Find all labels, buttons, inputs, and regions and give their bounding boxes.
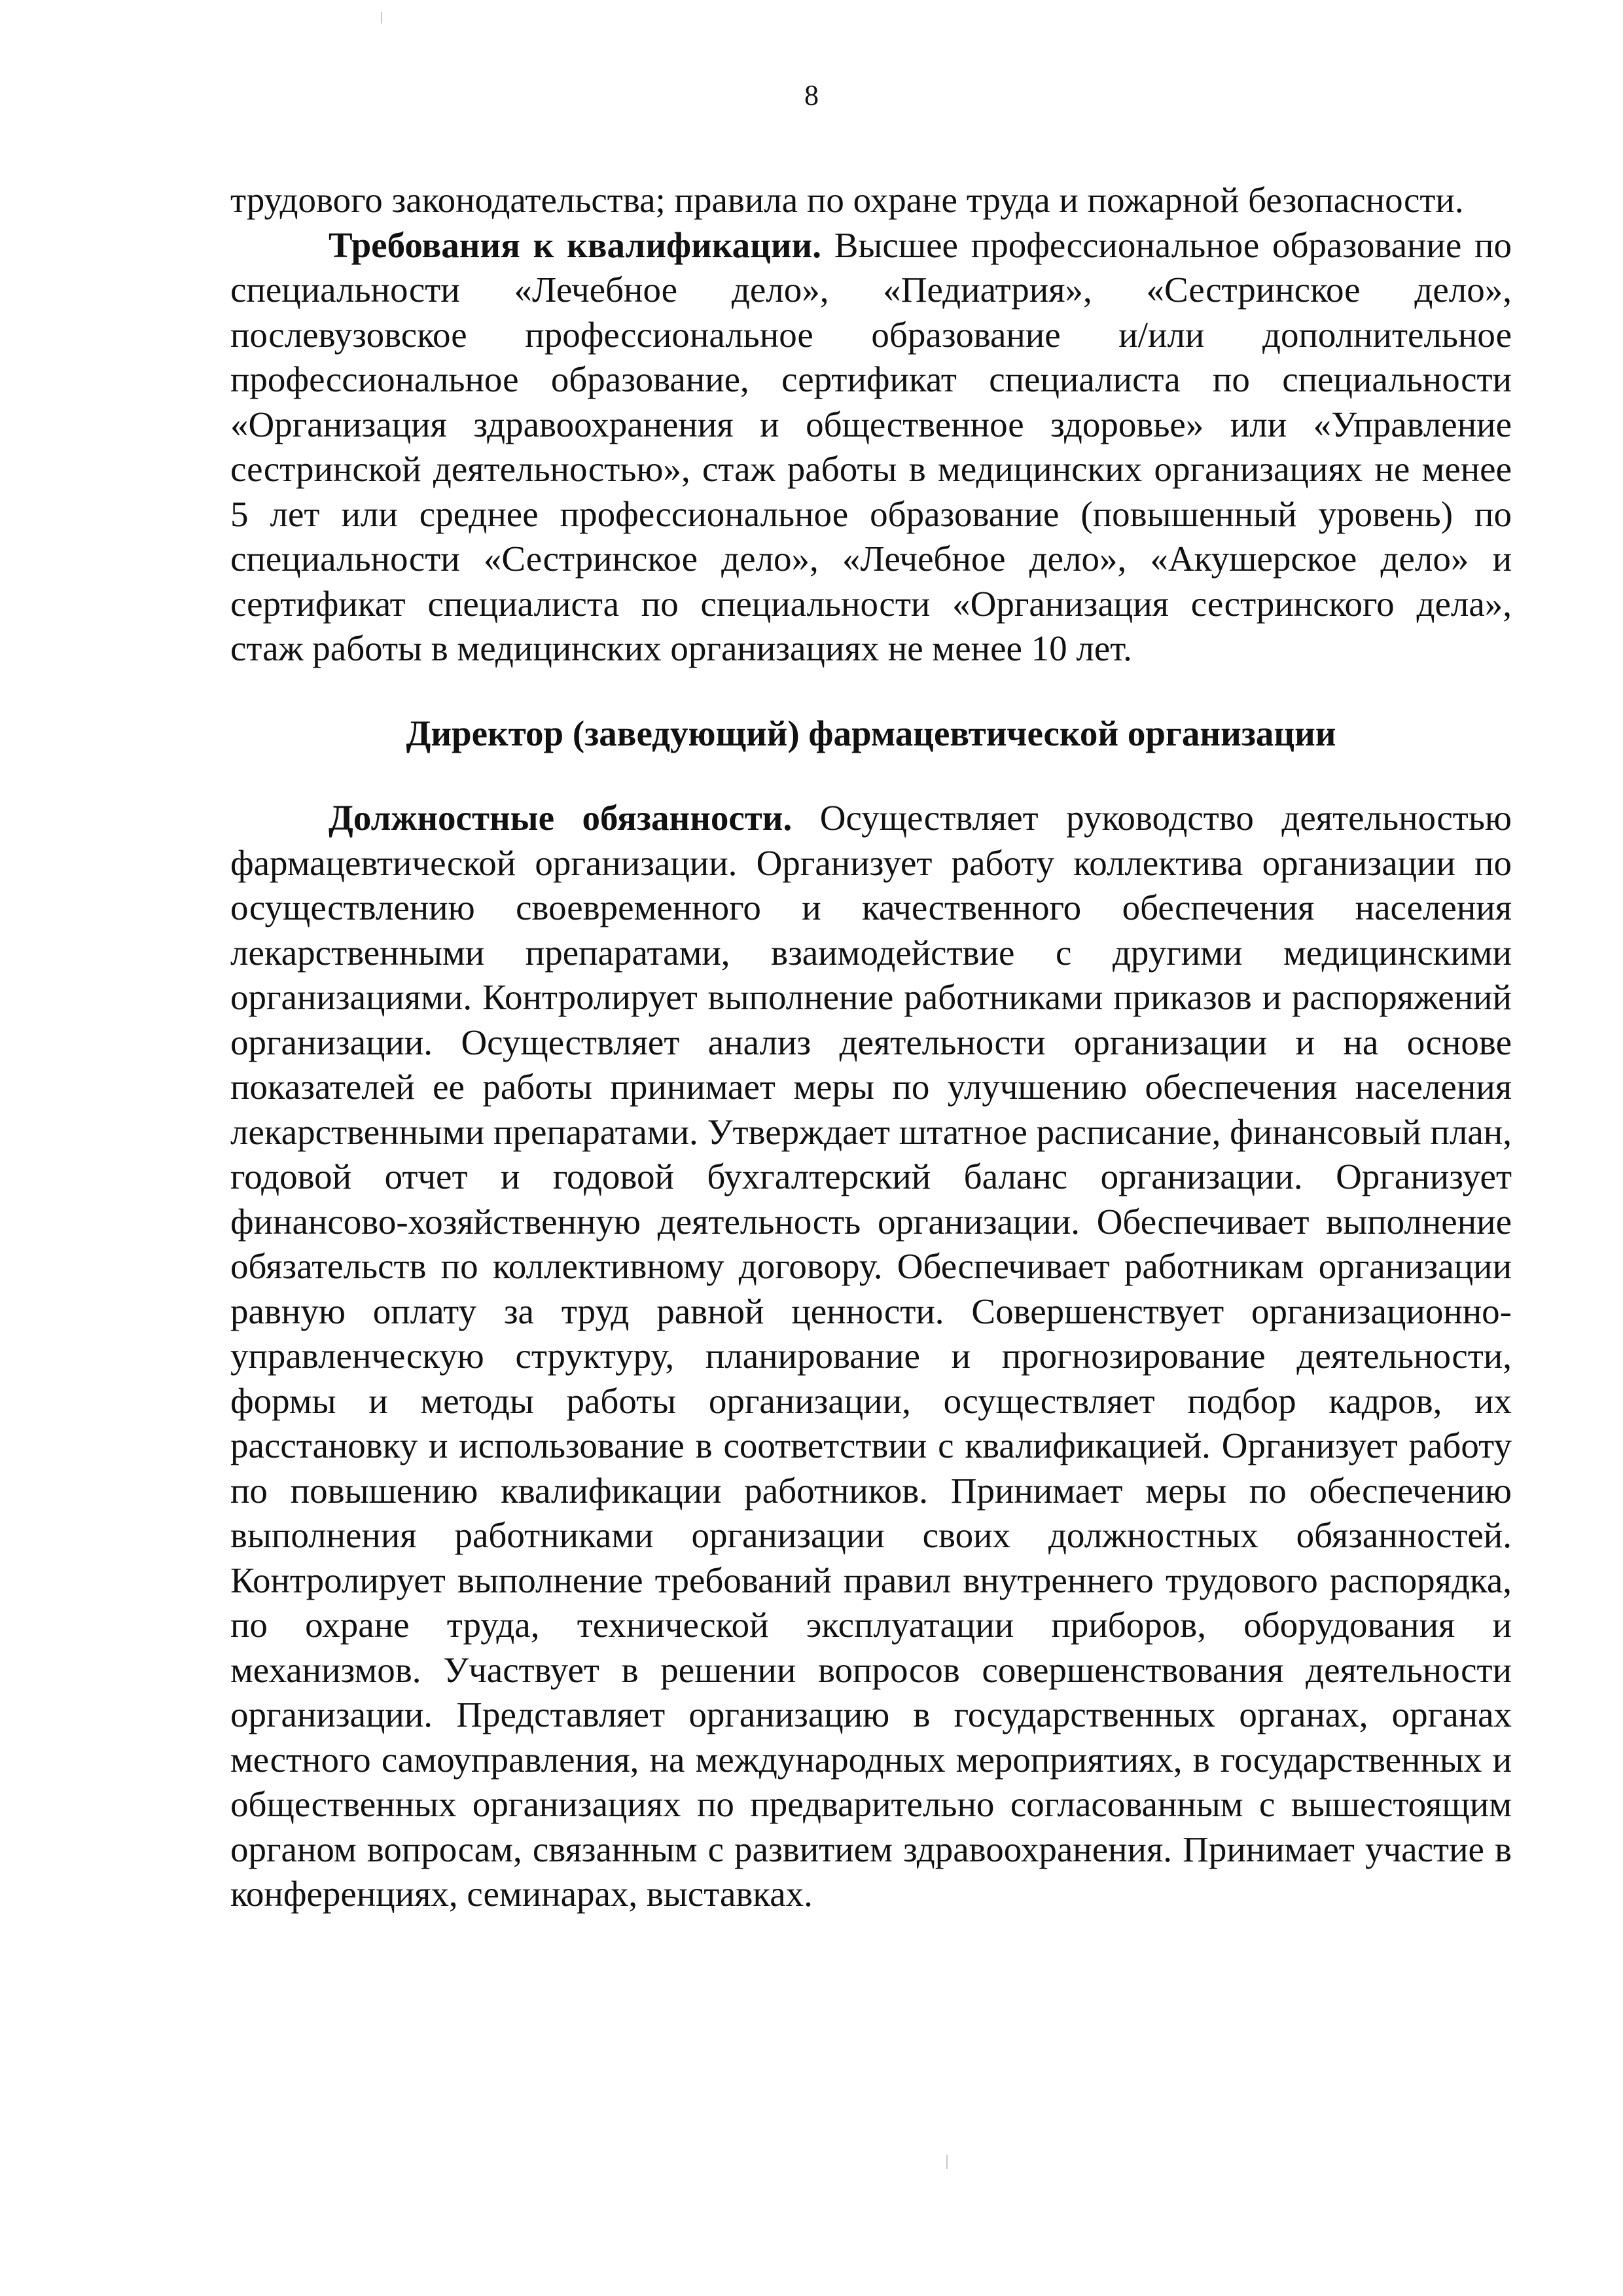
scan-artifact-top — [381, 12, 382, 24]
section-title: Директор (заведующий) фармацевтической организации — [406, 713, 1336, 753]
job-duties-text: Осуществляет руководство деятельностью фармацевтической организации. Организует работу коллектива организации по осуществлению своевременного и качественного обеспечения населения лекарственными препаратами, взаимодействие с другими медицинскими организациями. Контролирует выполнение работниками приказов и распоряжений организации. Осуществляет анализ деятельности организации и на основе показателей ее работы принимает меры по улучшению обеспечения населения лекарственными препаратами. Утверждает штатное расписание, финансовый план, годовой отчет и годовой бухгалтерский баланс организации. Организует финансово-хозяйственную деятельность организации. Обеспечивает выполнение обязательств по коллективному договору. Обеспечивает работникам организации равную оплату за труд равной ценности. Совершенствует организационно-управленческую структуру, планирование и прогнозирование деятельности, формы и методы работы организации, осуществляет подбор кадров, их расстановку и использование в соответствии с квалификацией. Организует работу по повышению квалификации работников. Принимает меры по обеспечению выполнения работниками организации своих должностных обязанностей. Контролирует выполнение требований правил внутреннего трудового распорядка, по охране труда, технической эксплуатации приборов, оборудования и механизмов. Участвует в решении вопросов совершенствования деятельности организации. Представляет организацию в государственных органах, органах местного самоуправления, на международных мероприятиях, в государственных и общественных организациях по предварительно согласованным с вышестоящим органом вопросам, связанным с развитием здравоохранения. Принимает участие в конференциях, семинарах, выставках. — [230, 798, 1512, 1914]
paragraph-job-duties — [230, 796, 1512, 1917]
document-body — [230, 178, 1512, 1917]
paragraph-qualification-requirements — [230, 223, 1512, 672]
scan-artifact-bottom — [946, 2155, 948, 2169]
paragraph-continuation: трудового законодательства; правила по охране труда и пожарной безопасности. — [230, 180, 1464, 220]
qualification-requirements-label: Требования к квалификации. — [329, 224, 821, 265]
page-number: 8 — [804, 79, 819, 111]
qualification-requirements-text: Высшее профессиональное образование по специальности «Лечебное дело», «Педиатрия», «Сестринское дело», послевузовское профессиональное образование и/или дополнительное профессиональное образование, сертификат специалиста по специальности «Организация здравоохранения и общественное здоровье» или «Управление сестринской деятельностью», стаж работы в медицинских организациях не менее 5 лет или среднее профессиональное образование (повышенный уровень) по специальности «Сестринское дело», «Лечебное дело», «Акушерское дело» и сертификат специалиста по специальности «Организация сестринского дела», стаж работы в медицинских организациях не менее 10 лет. — [230, 224, 1512, 668]
job-duties-label: Должностные обязанности. — [329, 798, 793, 838]
